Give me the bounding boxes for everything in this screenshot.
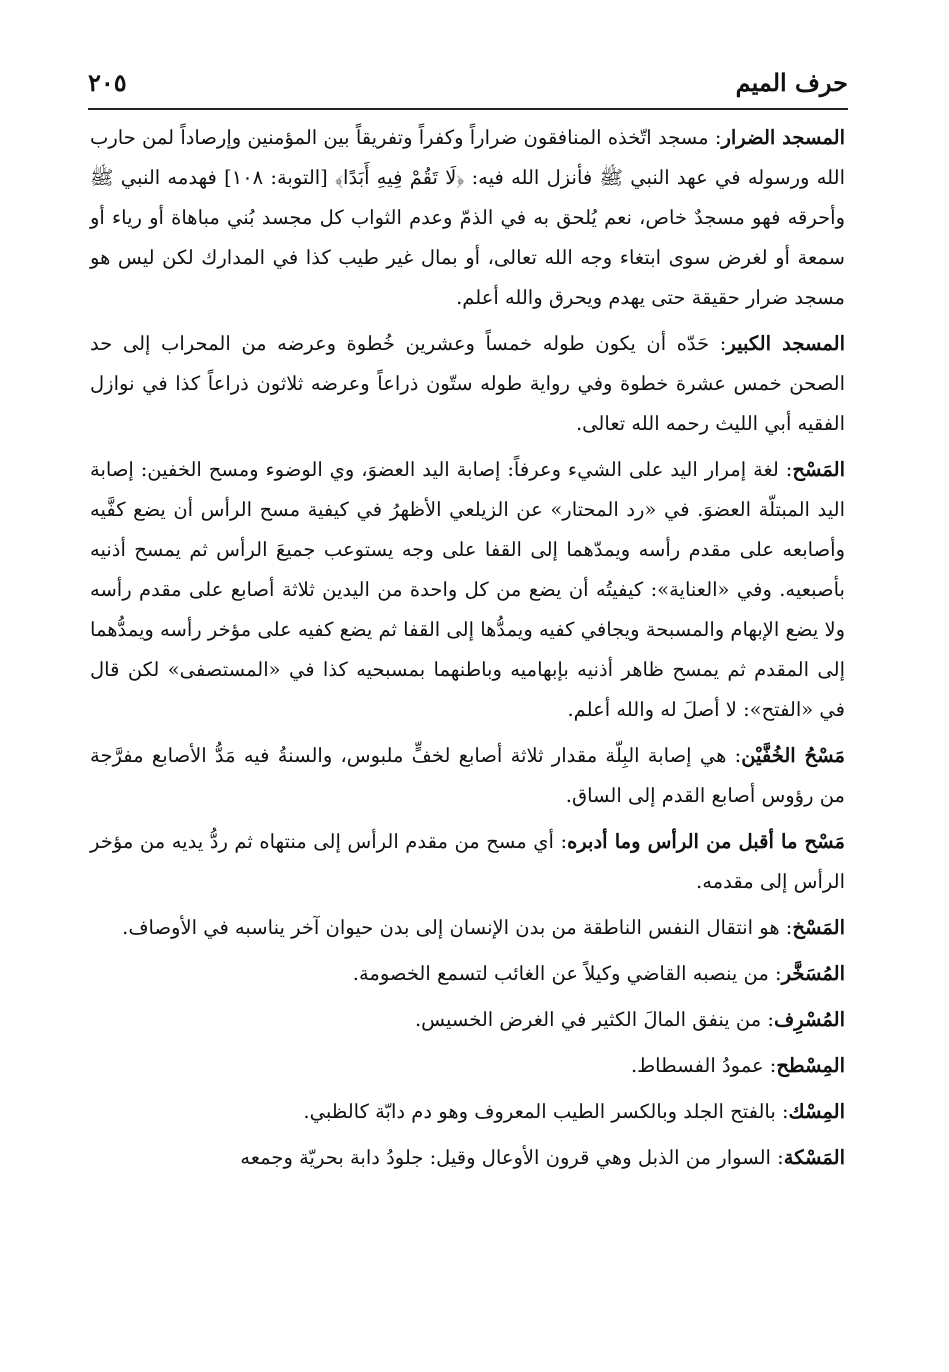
entry-term: المِسْطح [776, 1054, 845, 1077]
entry-mistah [90, 1046, 845, 1086]
short-entries [90, 954, 845, 1178]
entry-definition: : بالفتح الجلد وبالكسر الطيب المعروف وهو دم دابّة كالظبي. [303, 1100, 789, 1123]
entry-mash-khuffayn [90, 736, 845, 816]
entry-masjid-kabir [90, 324, 845, 444]
entry-musrif [90, 1000, 845, 1040]
entry-term: المسجد الضرار [721, 126, 846, 149]
entry-maskh [90, 908, 845, 948]
entry-term: مَسْحُ الخُفَّيْن [741, 744, 845, 767]
entry-mash [90, 450, 845, 730]
page-body [90, 118, 845, 1184]
entry-musakhkhar [90, 954, 845, 994]
entry-term: المَسْكة [783, 1146, 845, 1169]
running-title: حرف الميم [735, 68, 848, 97]
entry-mash-ma-aqbal [90, 822, 845, 902]
entry-definition: : من ينفق المالَ الكثير في الغرض الخسيس. [414, 1008, 774, 1031]
entry-term: المَسْح [792, 458, 845, 481]
entry-definition: : من ينصبه القاضي وكيلاً عن الغائب لتسمع الخصومة. [352, 962, 782, 985]
entry-term: المُسَخَّر [781, 962, 845, 985]
entry-term: مَسْح ما أقبل من الرأس وما أدبره [567, 830, 845, 853]
entry-definition: : لغة إمرار اليد على الشيء وعرفاً: إصابة اليد العضوَ، وي الوضوء ومسح الخفين: إصابة اليد المبتلّة العضوَ. في «رد المحتار» عن الزيلعي الأظهرُ في كيفية مسح الرأس أن يضع كفَّيه وأصابعه على مقدم رأسه ويمدّهما إلى القفا على وجه يستوعب جميعَ الرأس ثم يمسح أذنيه بأصبعيه. وفي «العناية»: كيفيتُه أن يضع من كل واحدة من اليدين ثلاثة أصابع على مقدم رأسه ولا يضع الإبهام والمسبحة ويجافي كفيه ويمدُّها إلى القفا ثم يضع كفيه على مؤخر رأسه ويمدُّهما إلى المقدم ثم يمسح ظاهر أذنيه بإبهاميه وباطنهما بمسبحيه كذا في «المستصفى» لكن قال في «الفتح»: لا أصلَ له والله أعلم. [90, 458, 845, 721]
header-rule [88, 108, 848, 110]
entry-term: المسجد الكبير [726, 332, 845, 355]
entry-definition: : السوار من الذبل وهي قرون الأوعال وقيل: جلودُ دابة بحريّة وجمعه [240, 1146, 784, 1169]
entry-definition: : مسجد اتّخذه المنافقون ضراراً وكفراً وتفريقاً بين المؤمنين وإرصاداً لمن حارب الله ورسوله في عهد النبي ﷺ فأنزل الله فيه: ﴿لَا تَقُمْ فِيهِ أَبَدًا﴾ [التوبة: ١٠٨] فهدمه النبي ﷺ وأحرقه فهو مسجدٌ خاص، نعم يُلحق به في الذمّ وعدم الثواب كل مجسد بُني مباهاة أو رياء أو سمعة أو لغرض سوى ابتغاء وجه الله تعالى، أو بمال غير طيب كذا في المدارك لكن ليس هو مسجد ضرار حقيقة حتى يهدم ويحرق والله أعلم. [90, 126, 845, 309]
entry-masjid-dirar [90, 118, 845, 318]
page-number: ٢٠٥ [88, 68, 127, 97]
entry-definition: : هو انتقال النفس الناطقة من بدن الإنسان إلى بدن حيوان آخر يناسبه في الأوصاف. [122, 916, 793, 939]
entry-definition: : حَدّه أن يكون طوله خمساً وعشرين خُطوة وعرضه من المحراب إلى حد الصحن خمس عشرة خطوة وفي رواية طوله ستّون ذراعاً وعرضه ثلاثون ذراعاً كذا في نوازل الفقيه أبي الليث رحمه الله تعالى. [90, 332, 845, 435]
entry-definition: : أي مسح من مقدم الرأس إلى منتهاه ثم ردُّ يديه من مؤخر الرأس إلى مقدمه. [90, 830, 845, 893]
page-header [88, 60, 848, 104]
entry-definition: : عمودُ الفسطاط. [630, 1054, 777, 1077]
entry-term: المِسْك [788, 1100, 845, 1123]
entry-maska [90, 1138, 845, 1178]
entry-term: المَسْخ [792, 916, 845, 939]
entry-misk [90, 1092, 845, 1132]
entry-definition: : هي إصابة البِلّة مقدار ثلاثة أصابع لخفٍّ ملبوس، والسنةُ فيه مَدُّ الأصابع مفرَّجة من رؤوس أصابع القدم إلى الساق. [90, 744, 845, 807]
entry-term: المُسْرِف [773, 1008, 845, 1031]
